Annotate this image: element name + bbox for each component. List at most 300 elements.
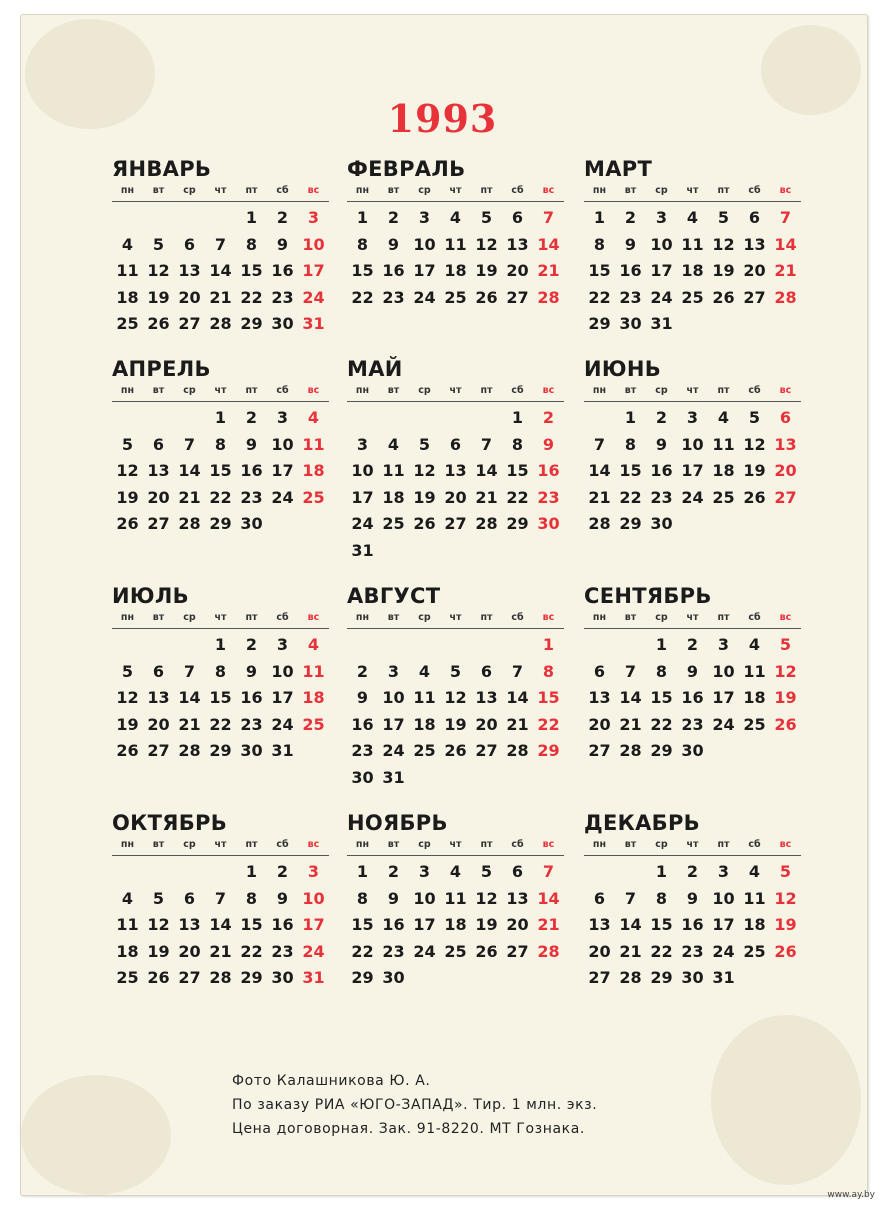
weekday-label: пт xyxy=(480,612,493,623)
weekday-label: ср xyxy=(183,385,196,396)
day-number: 4 xyxy=(449,862,462,881)
weekday-label: ср xyxy=(183,185,196,196)
day-number: 24 xyxy=(271,714,294,734)
day-number: 29 xyxy=(351,968,374,988)
weekday-label: пн xyxy=(355,185,370,196)
day-number: 21 xyxy=(209,941,232,961)
day-number: 27 xyxy=(147,514,170,534)
day-number: 5 xyxy=(717,208,730,227)
day-number: 24 xyxy=(302,287,325,307)
day-number: 31 xyxy=(271,741,294,761)
day-number: 29 xyxy=(209,741,232,761)
day-number: 12 xyxy=(413,461,436,481)
day-number: 3 xyxy=(418,862,431,881)
day-number: 15 xyxy=(537,688,560,708)
day-number: 27 xyxy=(147,741,170,761)
weekday-label: чт xyxy=(214,385,227,396)
weekday-label: сб xyxy=(748,612,761,623)
empty-cell xyxy=(440,632,471,659)
day-number: 25 xyxy=(302,487,325,507)
day-number: 5 xyxy=(418,434,431,454)
day-number: 3 xyxy=(686,408,699,427)
day-number: 15 xyxy=(650,915,673,935)
day-number: 18 xyxy=(413,714,436,734)
day-number: 13 xyxy=(506,888,529,908)
empty-cell xyxy=(174,632,205,659)
day-number: 27 xyxy=(588,741,611,761)
day-number: 11 xyxy=(302,661,325,681)
day-number: 23 xyxy=(537,487,560,507)
day-number: 14 xyxy=(537,234,560,254)
month-name: НОЯБРЬ xyxy=(347,811,448,835)
day-number: 4 xyxy=(387,434,400,454)
day-number: 27 xyxy=(178,968,201,988)
weekday-label: сб xyxy=(511,385,524,396)
day-number: 2 xyxy=(686,635,699,654)
empty-cell xyxy=(502,632,533,659)
day-number: 30 xyxy=(271,314,294,334)
month-block xyxy=(112,156,324,338)
weekday-label: чт xyxy=(449,185,462,196)
weekday-label: чт xyxy=(686,185,699,196)
day-number: 12 xyxy=(116,461,139,481)
month-block xyxy=(584,156,796,338)
day-number: 25 xyxy=(444,941,467,961)
weekday-header xyxy=(347,838,564,856)
day-number: 16 xyxy=(681,688,704,708)
weekday-header xyxy=(347,184,564,202)
day-number: 22 xyxy=(209,487,232,507)
weekday-label: вс xyxy=(779,839,792,850)
day-number: 9 xyxy=(624,234,637,254)
empty-cell xyxy=(471,632,502,659)
month-name: ДЕКАБРЬ xyxy=(584,811,700,835)
empty-cell xyxy=(584,632,615,659)
day-number: 15 xyxy=(240,915,263,935)
day-number: 27 xyxy=(178,314,201,334)
day-number: 1 xyxy=(245,862,258,881)
weekday-label: ср xyxy=(183,839,196,850)
day-number: 20 xyxy=(178,287,201,307)
day-number: 28 xyxy=(178,741,201,761)
weekday-label: сб xyxy=(276,612,289,623)
day-number: 13 xyxy=(588,688,611,708)
day-number: 13 xyxy=(178,915,201,935)
day-number: 21 xyxy=(537,915,560,935)
day-number: 10 xyxy=(650,234,673,254)
day-number: 17 xyxy=(413,261,436,281)
day-number: 5 xyxy=(748,408,761,427)
day-number: 5 xyxy=(779,635,792,654)
weekday-label: вт xyxy=(624,385,637,396)
weekday-label: чт xyxy=(214,185,227,196)
day-number: 22 xyxy=(351,941,374,961)
day-number: 26 xyxy=(774,714,797,734)
weekday-label: чт xyxy=(214,839,227,850)
day-number: 14 xyxy=(178,688,201,708)
empty-cell xyxy=(112,859,143,886)
day-number: 19 xyxy=(413,487,436,507)
day-number: 17 xyxy=(712,688,735,708)
day-number: 31 xyxy=(712,968,735,988)
day-number: 30 xyxy=(537,514,560,534)
day-number: 3 xyxy=(418,208,431,227)
day-number: 18 xyxy=(302,688,325,708)
day-number: 7 xyxy=(214,888,227,908)
day-number: 21 xyxy=(774,261,797,281)
weekday-label: вс xyxy=(307,185,320,196)
day-number: 5 xyxy=(480,208,493,227)
day-number: 26 xyxy=(147,968,170,988)
day-number: 10 xyxy=(382,688,405,708)
day-number: 16 xyxy=(650,461,673,481)
day-number: 24 xyxy=(271,487,294,507)
days-grid xyxy=(584,205,801,338)
day-number: 8 xyxy=(245,888,258,908)
empty-cell xyxy=(143,632,174,659)
day-number: 25 xyxy=(712,487,735,507)
day-number: 3 xyxy=(387,661,400,681)
day-number: 10 xyxy=(413,234,436,254)
day-number: 27 xyxy=(774,487,797,507)
weekday-label: пн xyxy=(592,185,607,196)
day-number: 10 xyxy=(413,888,436,908)
day-number: 10 xyxy=(302,234,325,254)
empty-cell xyxy=(347,632,378,659)
day-number: 7 xyxy=(214,234,227,254)
day-number: 21 xyxy=(506,714,529,734)
day-number: 22 xyxy=(588,287,611,307)
day-number: 9 xyxy=(387,234,400,254)
day-number: 6 xyxy=(748,208,761,227)
day-number: 16 xyxy=(681,915,704,935)
day-number: 2 xyxy=(276,208,289,227)
day-number: 23 xyxy=(271,941,294,961)
day-number: 15 xyxy=(588,261,611,281)
day-number: 19 xyxy=(116,714,139,734)
day-number: 13 xyxy=(506,234,529,254)
day-number: 28 xyxy=(178,514,201,534)
footer-line: Фото Калашникова Ю. А. xyxy=(232,1073,431,1089)
day-number: 27 xyxy=(444,514,467,534)
day-number: 4 xyxy=(418,661,431,681)
empty-cell xyxy=(378,405,409,432)
weekday-label: пн xyxy=(120,185,135,196)
day-number: 12 xyxy=(743,434,766,454)
weekday-label: пт xyxy=(480,185,493,196)
day-number: 17 xyxy=(302,915,325,935)
day-number: 16 xyxy=(240,461,263,481)
day-number: 3 xyxy=(307,862,320,881)
day-number: 19 xyxy=(147,287,170,307)
weekday-label: вс xyxy=(542,612,555,623)
weekday-label: сб xyxy=(748,385,761,396)
day-number: 7 xyxy=(624,661,637,681)
month-block xyxy=(112,583,324,765)
day-number: 9 xyxy=(245,434,258,454)
weekday-label: вт xyxy=(387,185,400,196)
days-grid xyxy=(112,205,329,338)
day-number: 8 xyxy=(511,434,524,454)
day-number: 5 xyxy=(121,434,134,454)
month-name: МАРТ xyxy=(584,157,653,181)
year-title: 1993 xyxy=(387,96,498,141)
days-grid xyxy=(584,632,801,765)
day-number: 25 xyxy=(743,714,766,734)
day-number: 7 xyxy=(624,888,637,908)
day-number: 18 xyxy=(382,487,405,507)
weekday-label: сб xyxy=(511,612,524,623)
day-number: 11 xyxy=(116,261,139,281)
empty-cell xyxy=(174,205,205,232)
day-number: 7 xyxy=(542,208,555,227)
day-number: 24 xyxy=(712,941,735,961)
month-name: МАЙ xyxy=(347,357,403,381)
day-number: 17 xyxy=(302,261,325,281)
day-number: 8 xyxy=(593,234,606,254)
weekday-label: пн xyxy=(120,612,135,623)
day-number: 22 xyxy=(240,941,263,961)
day-number: 28 xyxy=(475,514,498,534)
day-number: 11 xyxy=(116,915,139,935)
weekday-label: ср xyxy=(418,612,431,623)
day-number: 16 xyxy=(271,915,294,935)
day-number: 19 xyxy=(743,461,766,481)
empty-cell xyxy=(112,205,143,232)
day-number: 13 xyxy=(774,434,797,454)
empty-cell xyxy=(174,405,205,432)
empty-cell xyxy=(347,405,378,432)
day-number: 3 xyxy=(356,434,369,454)
day-number: 11 xyxy=(743,888,766,908)
weekday-label: сб xyxy=(748,185,761,196)
day-number: 12 xyxy=(774,661,797,681)
weekday-label: вт xyxy=(152,185,165,196)
empty-cell xyxy=(378,632,409,659)
day-number: 30 xyxy=(382,968,405,988)
weekday-label: чт xyxy=(449,612,462,623)
footer-imprint xyxy=(232,1069,597,1141)
day-number: 28 xyxy=(537,287,560,307)
empty-cell xyxy=(174,859,205,886)
day-number: 9 xyxy=(276,234,289,254)
day-number: 23 xyxy=(351,741,374,761)
day-number: 15 xyxy=(650,688,673,708)
day-number: 27 xyxy=(475,741,498,761)
weekday-header xyxy=(112,184,329,202)
day-number: 25 xyxy=(116,314,139,334)
paper-stain xyxy=(21,1075,171,1195)
weekday-header xyxy=(347,611,564,629)
day-number: 26 xyxy=(116,514,139,534)
day-number: 20 xyxy=(588,714,611,734)
day-number: 28 xyxy=(619,968,642,988)
day-number: 2 xyxy=(276,862,289,881)
day-number: 10 xyxy=(271,661,294,681)
day-number: 28 xyxy=(537,941,560,961)
day-number: 3 xyxy=(655,208,668,227)
day-number: 26 xyxy=(413,514,436,534)
weekday-label: вс xyxy=(307,612,320,623)
weekday-header xyxy=(584,384,801,402)
empty-cell xyxy=(584,859,615,886)
day-number: 7 xyxy=(593,434,606,454)
day-number: 16 xyxy=(351,714,374,734)
day-number: 14 xyxy=(209,261,232,281)
empty-cell xyxy=(615,859,646,886)
days-grid xyxy=(347,632,564,792)
weekday-header xyxy=(584,184,801,202)
day-number: 17 xyxy=(271,688,294,708)
day-number: 24 xyxy=(681,487,704,507)
day-number: 20 xyxy=(774,461,797,481)
day-number: 20 xyxy=(147,714,170,734)
weekday-label: ср xyxy=(655,839,668,850)
day-number: 1 xyxy=(214,635,227,654)
day-number: 25 xyxy=(382,514,405,534)
day-number: 13 xyxy=(743,234,766,254)
weekday-label: пт xyxy=(717,185,730,196)
day-number: 12 xyxy=(116,688,139,708)
weekday-label: пт xyxy=(717,612,730,623)
empty-cell xyxy=(143,405,174,432)
day-number: 31 xyxy=(382,767,405,787)
month-name: ИЮНЬ xyxy=(584,357,662,381)
day-number: 16 xyxy=(382,915,405,935)
weekday-label: вс xyxy=(542,385,555,396)
month-name: СЕНТЯБРЬ xyxy=(584,584,712,608)
day-number: 12 xyxy=(147,261,170,281)
day-number: 20 xyxy=(506,261,529,281)
weekday-label: вт xyxy=(152,612,165,623)
weekday-label: пт xyxy=(245,385,258,396)
day-number: 25 xyxy=(444,287,467,307)
day-number: 21 xyxy=(178,714,201,734)
day-number: 18 xyxy=(712,461,735,481)
day-number: 4 xyxy=(449,208,462,227)
empty-cell xyxy=(440,405,471,432)
day-number: 27 xyxy=(743,287,766,307)
weekday-header xyxy=(584,838,801,856)
empty-cell xyxy=(205,859,236,886)
day-number: 28 xyxy=(506,741,529,761)
day-number: 6 xyxy=(779,408,792,427)
day-number: 19 xyxy=(444,714,467,734)
day-number: 4 xyxy=(121,888,134,908)
day-number: 11 xyxy=(444,888,467,908)
day-number: 8 xyxy=(655,661,668,681)
weekday-label: ср xyxy=(418,385,431,396)
day-number: 29 xyxy=(240,968,263,988)
day-number: 17 xyxy=(681,461,704,481)
day-number: 26 xyxy=(147,314,170,334)
day-number: 1 xyxy=(655,862,668,881)
day-number: 19 xyxy=(147,941,170,961)
day-number: 14 xyxy=(619,688,642,708)
day-number: 19 xyxy=(475,261,498,281)
day-number: 12 xyxy=(475,888,498,908)
day-number: 2 xyxy=(387,208,400,227)
day-number: 29 xyxy=(537,741,560,761)
days-grid xyxy=(112,405,329,538)
day-number: 13 xyxy=(588,915,611,935)
empty-cell xyxy=(205,205,236,232)
day-number: 26 xyxy=(116,741,139,761)
day-number: 25 xyxy=(302,714,325,734)
day-number: 18 xyxy=(743,915,766,935)
day-number: 5 xyxy=(779,862,792,881)
day-number: 8 xyxy=(356,888,369,908)
day-number: 7 xyxy=(779,208,792,227)
day-number: 20 xyxy=(475,714,498,734)
weekday-label: чт xyxy=(214,612,227,623)
day-number: 1 xyxy=(542,635,555,654)
weekday-label: пт xyxy=(480,839,493,850)
day-number: 20 xyxy=(444,487,467,507)
day-number: 1 xyxy=(624,408,637,427)
day-number: 5 xyxy=(121,661,134,681)
day-number: 1 xyxy=(655,635,668,654)
month-block xyxy=(584,356,796,538)
month-block xyxy=(112,356,324,538)
day-number: 6 xyxy=(449,434,462,454)
weekday-label: пн xyxy=(120,839,135,850)
days-grid xyxy=(347,405,564,565)
day-number: 17 xyxy=(712,915,735,935)
day-number: 4 xyxy=(748,862,761,881)
day-number: 14 xyxy=(506,688,529,708)
day-number: 12 xyxy=(774,888,797,908)
day-number: 31 xyxy=(302,314,325,334)
day-number: 4 xyxy=(307,635,320,654)
day-number: 8 xyxy=(214,434,227,454)
day-number: 6 xyxy=(183,888,196,908)
day-number: 11 xyxy=(743,661,766,681)
day-number: 28 xyxy=(619,741,642,761)
day-number: 19 xyxy=(475,915,498,935)
day-number: 6 xyxy=(480,661,493,681)
day-number: 18 xyxy=(116,941,139,961)
weekday-label: пн xyxy=(592,612,607,623)
day-number: 18 xyxy=(302,461,325,481)
day-number: 2 xyxy=(387,862,400,881)
day-number: 28 xyxy=(588,514,611,534)
day-number: 5 xyxy=(152,888,165,908)
weekday-label: вт xyxy=(152,839,165,850)
day-number: 14 xyxy=(619,915,642,935)
empty-cell xyxy=(409,632,440,659)
day-number: 11 xyxy=(302,434,325,454)
day-number: 31 xyxy=(351,540,374,560)
empty-cell xyxy=(471,405,502,432)
day-number: 14 xyxy=(209,915,232,935)
footer-line: По заказу РИА «ЮГО-ЗАПАД». Тир. 1 млн. экз. xyxy=(232,1097,598,1113)
weekday-label: вт xyxy=(624,185,637,196)
weekday-label: пт xyxy=(245,185,258,196)
weekday-header xyxy=(584,611,801,629)
day-number: 30 xyxy=(681,741,704,761)
day-number: 13 xyxy=(475,688,498,708)
paper-stain xyxy=(711,1015,861,1185)
weekday-label: чт xyxy=(686,839,699,850)
day-number: 9 xyxy=(387,888,400,908)
day-number: 13 xyxy=(178,261,201,281)
day-number: 20 xyxy=(506,915,529,935)
day-number: 14 xyxy=(537,888,560,908)
month-block xyxy=(347,156,559,311)
day-number: 17 xyxy=(650,261,673,281)
day-number: 11 xyxy=(681,234,704,254)
